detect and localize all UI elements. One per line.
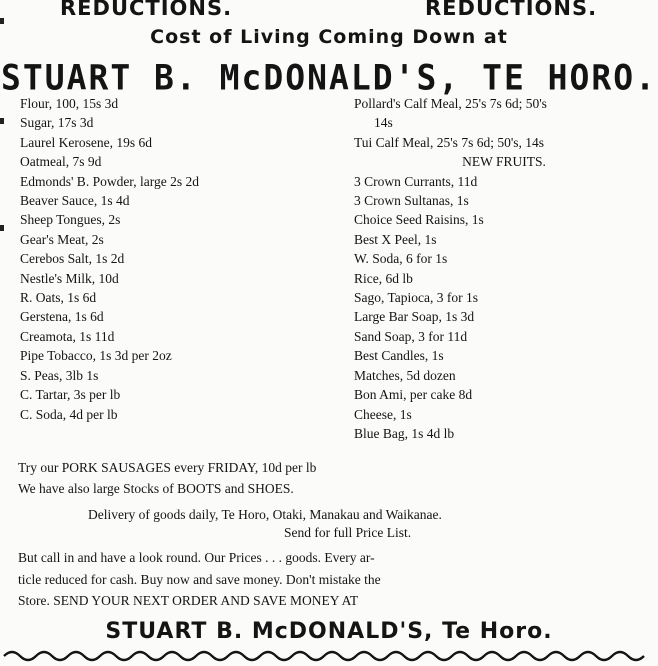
price-item: 3 Crown Currants, 11d xyxy=(354,173,478,189)
price-item: Tui Calf Meal, 25's 7s 6d; 50's, 14s xyxy=(354,134,545,150)
price-item: Cheese, 1s xyxy=(354,406,412,422)
scan-edge-mark xyxy=(0,225,4,231)
store-signature: STUART B. McDONALD'S, Te Horo. xyxy=(105,619,553,644)
price-list-notice: Send for full Price List. xyxy=(284,525,412,540)
price-item: C. Tartar, 3s per lb xyxy=(20,387,121,403)
price-item: Matches, 5d dozen xyxy=(354,367,456,383)
price-item: Large Bar Soap, 1s 3d xyxy=(354,309,475,325)
reductions-heading-row xyxy=(0,0,658,24)
reductions-heading-left: REDUCTIONS. xyxy=(60,0,233,20)
delivery-notice: Delivery of goods daily, Te Horo, Otaki, Manakau and Waikanae. xyxy=(88,507,442,522)
price-item: Pipe Tobacco, 1s 3d per 2oz xyxy=(20,348,172,364)
price-item: Sheep Tongues, 2s xyxy=(20,212,121,228)
price-item: Laurel Kerosene, 19s 6d xyxy=(20,134,152,150)
body-text-line: ticle reduced for cash. Buy now and save money. Don't mistake the xyxy=(18,572,381,587)
price-item: Sugar, 17s 3d xyxy=(20,115,94,131)
price-item: Best Candles, 1s xyxy=(354,348,444,364)
scan-edge-mark xyxy=(0,118,4,124)
body-text-line: But call in and have a look round. Our Prices . . . goods. Every ar- xyxy=(18,550,375,565)
price-item: Cerebos Salt, 1s 2d xyxy=(20,251,125,267)
price-item: Oatmeal, 7s 9d xyxy=(20,154,102,170)
price-item: C. Soda, 4d per lb xyxy=(20,406,118,422)
price-item: Flour, 100, 15s 3d xyxy=(20,96,119,111)
price-item: Pollard's Calf Meal, 25's 7s 6d; 50's xyxy=(354,96,547,111)
boots-notice: We have also large Stocks of BOOTS and SHOES. xyxy=(18,481,294,496)
price-item: Best X Peel, 1s xyxy=(354,231,437,247)
right-price-list xyxy=(354,94,654,443)
price-item: Blue Bag, 1s 4d lb xyxy=(354,425,455,441)
price-item: Choice Seed Raisins, 1s xyxy=(354,212,484,228)
wavy-border-rule xyxy=(0,646,658,666)
body-text-line: Store. SEND YOUR NEXT ORDER AND SAVE MONEY AT xyxy=(18,593,359,608)
store-title: STUART B. McDONALD'S, TE HORO. xyxy=(0,57,658,98)
price-item: Edmonds' B. Powder, large 2s 2d xyxy=(20,173,200,189)
left-price-list xyxy=(20,94,199,424)
price-item: R. Oats, 1s 6d xyxy=(20,290,97,306)
price-item: Bon Ami, per cake 8d xyxy=(354,387,473,403)
scan-edge-mark xyxy=(0,18,4,24)
new-fruits-heading: NEW FRUITS. xyxy=(462,154,546,170)
subheading: Cost of Living Coming Down at xyxy=(150,26,508,48)
price-item: Gear's Meat, 2s xyxy=(20,231,104,247)
price-item-continuation: 14s xyxy=(374,115,393,131)
reductions-heading-right: REDUCTIONS. xyxy=(425,0,598,20)
price-item: Nestle's Milk, 10d xyxy=(20,270,119,286)
price-item: Beaver Sauce, 1s 4d xyxy=(20,193,130,209)
price-item: Gerstena, 1s 6d xyxy=(20,309,104,325)
price-item: S. Peas, 3lb 1s xyxy=(20,367,99,383)
price-item: Rice, 6d lb xyxy=(354,270,413,286)
price-item: Sago, Tapioca, 3 for 1s xyxy=(354,290,479,306)
sausage-notice: Try our PORK SAUSAGES every FRIDAY, 10d per lb xyxy=(18,460,317,475)
price-item: W. Soda, 6 for 1s xyxy=(354,251,448,267)
price-item: Sand Soap, 3 for 11d xyxy=(354,328,468,344)
price-item: Creamota, 1s 11d xyxy=(20,328,115,344)
price-item: 3 Crown Sultanas, 1s xyxy=(354,193,469,209)
